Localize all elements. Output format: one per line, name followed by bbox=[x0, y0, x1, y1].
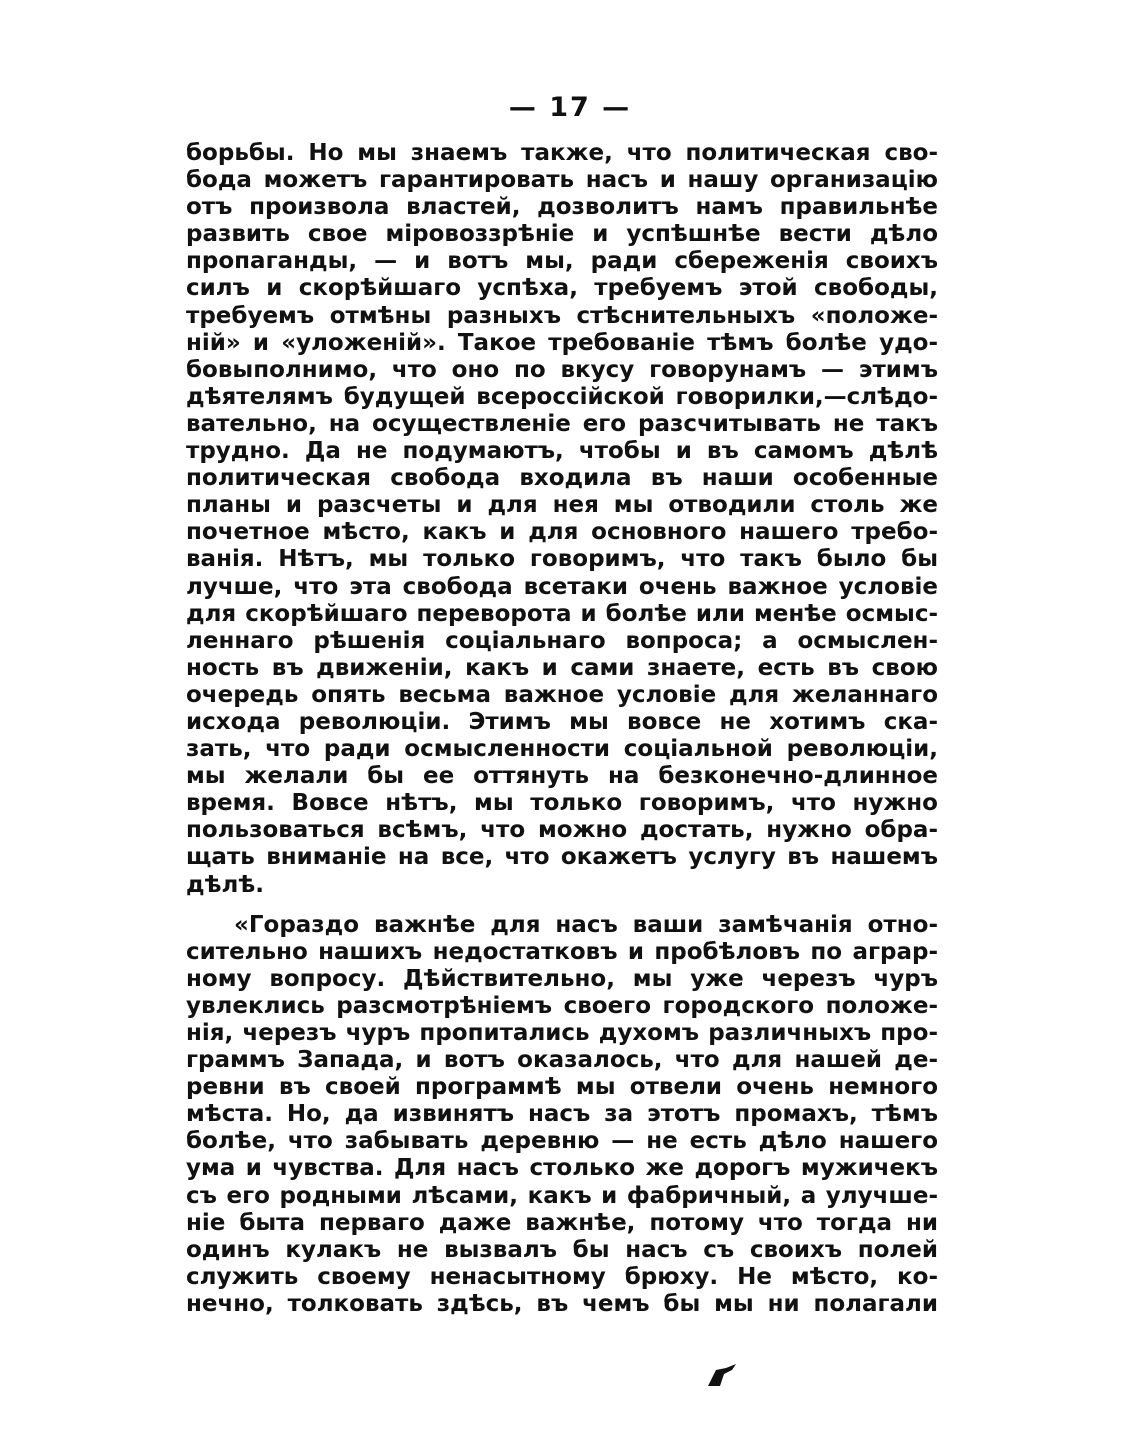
text-line: отъ произвола властей, дозволитъ намъ правильнѣе bbox=[186, 194, 938, 221]
text-line: для скорѣйшаго переворота и болѣе или менѣе осмыс- bbox=[186, 600, 938, 627]
page-number: — 17 — bbox=[508, 92, 632, 123]
text-line: щать вниманіе на все, что окажетъ услугу въ нашемъ bbox=[186, 844, 938, 871]
text-line: служить своему ненасытному брюху. Не мѣсто, ко- bbox=[186, 1263, 938, 1290]
text-line: политическая свобода входила въ наши особенные bbox=[186, 465, 938, 492]
text-line: дѣлѣ. bbox=[186, 871, 265, 898]
text-line: одинъ кулакъ не вызвалъ бы насъ съ своихъ полей bbox=[186, 1236, 938, 1263]
text-line: бовыполнимо, что оно по вкусу говорунамъ — этимъ bbox=[186, 356, 938, 383]
paragraph-1 bbox=[186, 140, 938, 899]
text-line: «Гораздо важнѣе для насъ ваши замѣчанія отно- bbox=[234, 911, 938, 938]
text-line: мѣста. Но, да извинятъ насъ за этотъ промахъ, тѣмъ bbox=[186, 1101, 938, 1128]
text-line: борьбы. Но мы знаемъ также, что политическая сво- bbox=[186, 140, 938, 166]
printer-mark-icon bbox=[702, 1360, 742, 1390]
text-line: требуемъ отмѣны разныхъ стѣснительныхъ «положе- bbox=[186, 302, 938, 329]
text-line: съ его родными лѣсами, какъ и фабричный, а улучше- bbox=[186, 1182, 938, 1209]
text-line: ревни въ своей программѣ мы отвели очень немного bbox=[186, 1074, 938, 1101]
text-line: нія, черезъ чуръ пропитались духомъ различныхъ про- bbox=[186, 1020, 938, 1046]
text-line: время. Вовсе нѣтъ, мы только говоримъ, что нужно bbox=[186, 790, 938, 817]
text-line: планы и разсчеты и для нея мы отводили столь же bbox=[186, 492, 938, 519]
text-line: увлеклись разсмотрѣніемъ своего городского положе- bbox=[186, 992, 938, 1019]
text-line: ванія. Нѣтъ, мы только говоримъ, что такъ было бы bbox=[186, 546, 938, 573]
text-line: трудно. Да не подумаютъ, чтобы и въ самомъ дѣлѣ bbox=[186, 438, 938, 465]
text-line: мы желали бы ее оттянуть на безконечно-длинное bbox=[186, 763, 938, 790]
text-line: сительно нашихъ недостатковъ и пробѣловъ по аграр- bbox=[186, 938, 938, 965]
text-line: ность въ движеніи, какъ и сами знаете, есть въ свою bbox=[186, 654, 938, 681]
text-line: развить свое міровоззрѣніе и успѣшнѣе вести дѣло bbox=[186, 221, 938, 248]
text-line: ній» и «уложеній». Такое требованіе тѣмъ болѣе удо- bbox=[186, 329, 938, 356]
text-line: почетное мѣсто, какъ и для основного нашего требо- bbox=[186, 519, 938, 546]
text-line: ному вопросу. Дѣйствительно, мы уже черезъ чуръ bbox=[186, 965, 938, 992]
text-line: нечно, толковать здѣсь, въ чемъ бы мы ни полагали bbox=[186, 1290, 938, 1317]
text-line: дѣятелямъ будущей всероссійской говорилки,—слѣдо- bbox=[186, 383, 938, 410]
text-line: бода можетъ гарантировать насъ и нашу организацію bbox=[186, 167, 938, 194]
text-line: леннаго рѣшенія соціальнаго вопроса; а осмыслен- bbox=[186, 627, 938, 654]
text-line: ума и чувства. Для насъ столько же дорогъ мужичекъ bbox=[186, 1155, 938, 1182]
text-line: болѣе, что забывать деревню — не есть дѣло нашего bbox=[186, 1128, 938, 1155]
text-line: очередь опять весьма важное условіе для желаннаго bbox=[186, 681, 938, 708]
text-line: вательно, на осуществленіе его разсчитывать не такъ bbox=[186, 410, 938, 437]
text-line: граммъ Запада, и вотъ оказалось, что для нашей де- bbox=[186, 1047, 938, 1074]
text-block bbox=[186, 140, 938, 1318]
text-line: силъ и скорѣйшаго успѣха, требуемъ этой свободы, bbox=[186, 275, 938, 302]
paragraph-gap bbox=[186, 899, 938, 912]
text-line: исхода революціи. Этимъ мы вовсе не хотимъ ска- bbox=[186, 708, 938, 735]
paragraph-2 bbox=[186, 912, 938, 1318]
text-line: пользоваться всѣмъ, что можно достать, нужно обра- bbox=[186, 817, 938, 844]
text-line: зать, что ради осмысленности соціальной революціи, bbox=[186, 736, 938, 763]
text-line: пропаганды, — и вотъ мы, ради сбереженія своихъ bbox=[186, 248, 938, 275]
text-line: лучше, что эта свобода всетаки очень важное условіе bbox=[186, 573, 938, 600]
text-line: ніе быта перваго даже важнѣе, потому что тогда ни bbox=[186, 1209, 938, 1236]
